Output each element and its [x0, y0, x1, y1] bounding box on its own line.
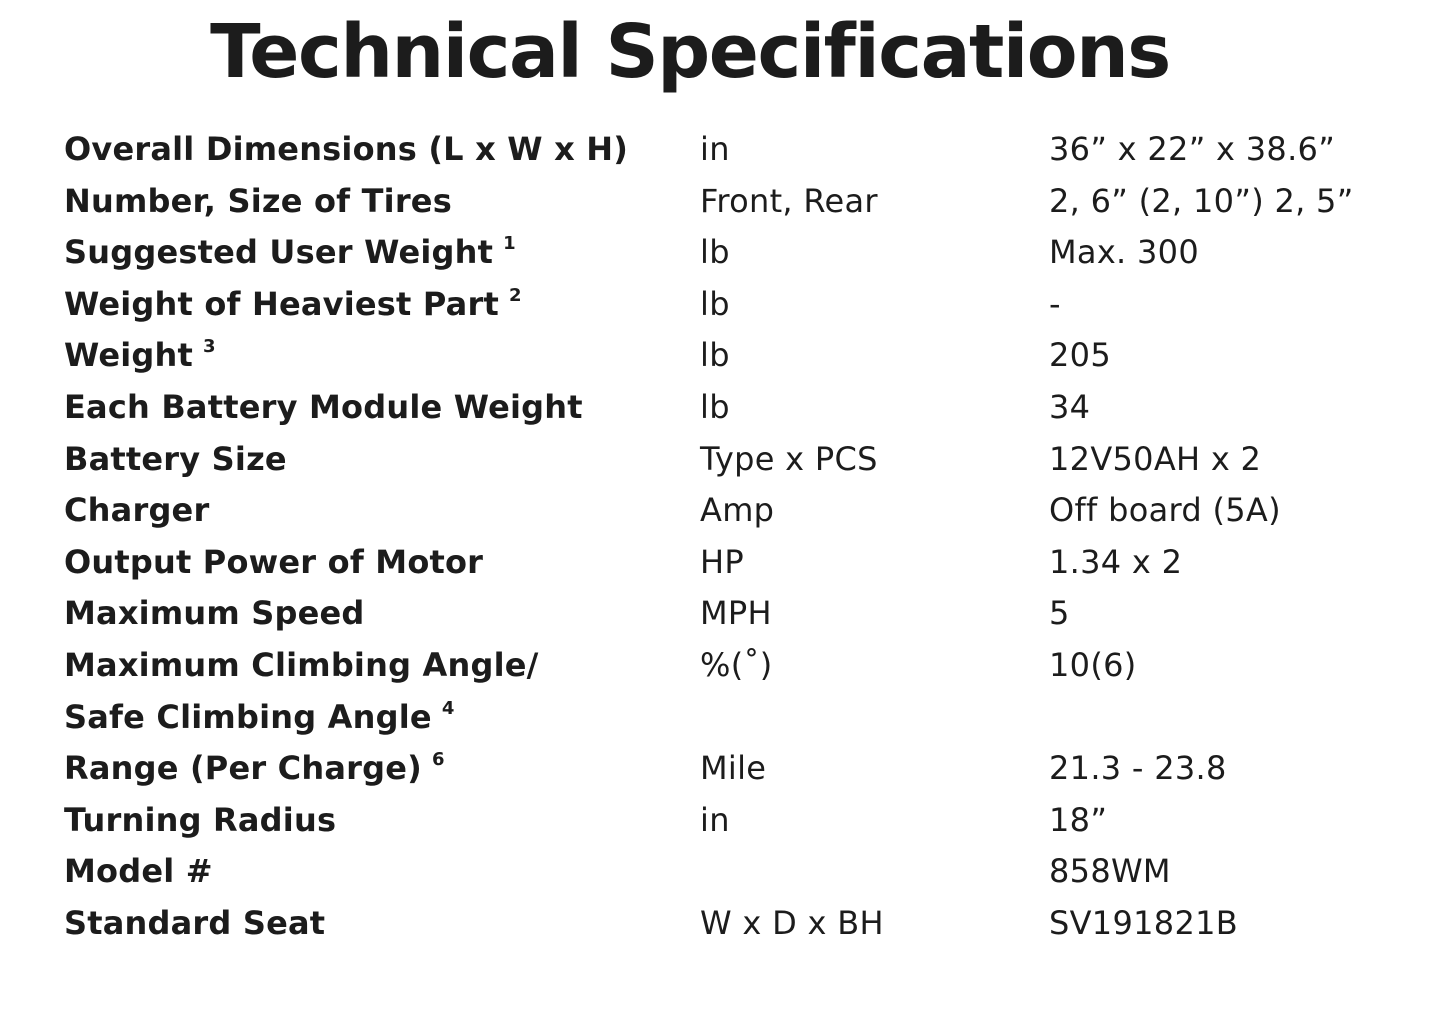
spec-unit: Amp — [700, 491, 775, 530]
spec-unit: lb — [700, 336, 730, 375]
spec-row-user-weight — [64, 227, 1404, 279]
spec-row-charger — [64, 485, 1404, 537]
spec-unit: lb — [700, 387, 730, 426]
spec-row-max-speed — [64, 588, 1404, 640]
spec-unit: HP — [700, 542, 744, 581]
spec-table — [64, 124, 1404, 950]
spec-row-weight — [64, 330, 1404, 382]
spec-value: 12V50AH x 2 — [1049, 439, 1262, 478]
spec-label: Number, Size of Tires — [64, 181, 452, 220]
spec-unit: lb — [700, 284, 730, 323]
spec-row-model — [64, 846, 1404, 898]
spec-label: Each Battery Module Weight — [64, 387, 583, 426]
spec-row-safe-climbing-angle — [64, 692, 1404, 744]
spec-unit: MPH — [700, 594, 772, 633]
spec-unit: lb — [700, 233, 730, 272]
spec-label: Suggested User Weight $^1$ — [64, 233, 516, 272]
spec-label: Output Power of Motor — [64, 542, 484, 581]
spec-value: Off board (5A) — [1049, 491, 1281, 530]
spec-row-standard-seat — [64, 898, 1404, 950]
spec-label: Safe Climbing Angle $^4$ — [64, 697, 455, 736]
spec-label: Range (Per Charge) $^6$ — [64, 749, 445, 788]
spec-row-heaviest-part — [64, 279, 1404, 331]
spec-label: Weight of Heaviest Part $^2$ — [64, 284, 522, 323]
spec-label: Weight $^3$ — [64, 336, 216, 375]
spec-unit: %(˚) — [700, 645, 773, 684]
spec-label: Charger — [64, 491, 210, 530]
spec-row-max-climbing-angle — [64, 640, 1404, 692]
spec-value: 36” x 22” x 38.6” — [1049, 130, 1336, 168]
spec-value: 10(6) — [1049, 645, 1137, 684]
spec-value: 21.3 - 23.8 — [1049, 749, 1227, 788]
page-title: Technical Specifications — [210, 9, 1170, 95]
spec-label: Battery Size — [64, 439, 287, 478]
spec-label: Standard Seat — [64, 903, 326, 942]
spec-row-tires — [64, 176, 1404, 228]
spec-row-battery-module-weight — [64, 382, 1404, 434]
spec-value: 5 — [1049, 594, 1070, 633]
spec-label: Maximum Speed — [64, 594, 365, 633]
spec-value: SV191821B — [1049, 903, 1239, 942]
spec-unit: Front, Rear — [700, 181, 878, 220]
spec-value: - — [1049, 284, 1061, 323]
footnote-marker: 2 — [508, 284, 522, 306]
spec-unit: Type x PCS — [700, 439, 878, 478]
spec-label: Overall Dimensions (L x W x H) — [64, 130, 629, 168]
spec-unit: Mile — [700, 749, 767, 788]
footnote-marker: 6 — [431, 749, 445, 771]
footnote-marker: 4 — [441, 697, 455, 719]
spec-unit: in — [700, 800, 730, 839]
spec-unit: W x D x BH — [700, 903, 884, 942]
spec-row-battery-size — [64, 434, 1404, 486]
spec-label: Maximum Climbing Angle/ — [64, 645, 539, 684]
spec-value: 1.34 x 2 — [1049, 542, 1183, 581]
spec-label: Model # — [64, 852, 213, 891]
spec-row-turning-radius — [64, 795, 1404, 847]
footnote-marker: 1 — [503, 233, 516, 255]
spec-value: 2, 6” (2, 10”) 2, 5” — [1049, 181, 1354, 220]
spec-value: 18” — [1049, 800, 1108, 839]
footnote-marker: 3 — [203, 336, 216, 358]
spec-value: Max. 300 — [1049, 233, 1199, 272]
spec-label: Turning Radius — [64, 800, 337, 839]
spec-row-range — [64, 743, 1404, 795]
spec-unit: in — [700, 130, 730, 168]
spec-value: 205 — [1049, 336, 1111, 375]
spec-value: 34 — [1049, 387, 1091, 426]
spec-row-overall-dimensions — [64, 124, 1404, 176]
spec-value: 858WM — [1049, 852, 1171, 891]
spec-row-motor-power — [64, 537, 1404, 589]
